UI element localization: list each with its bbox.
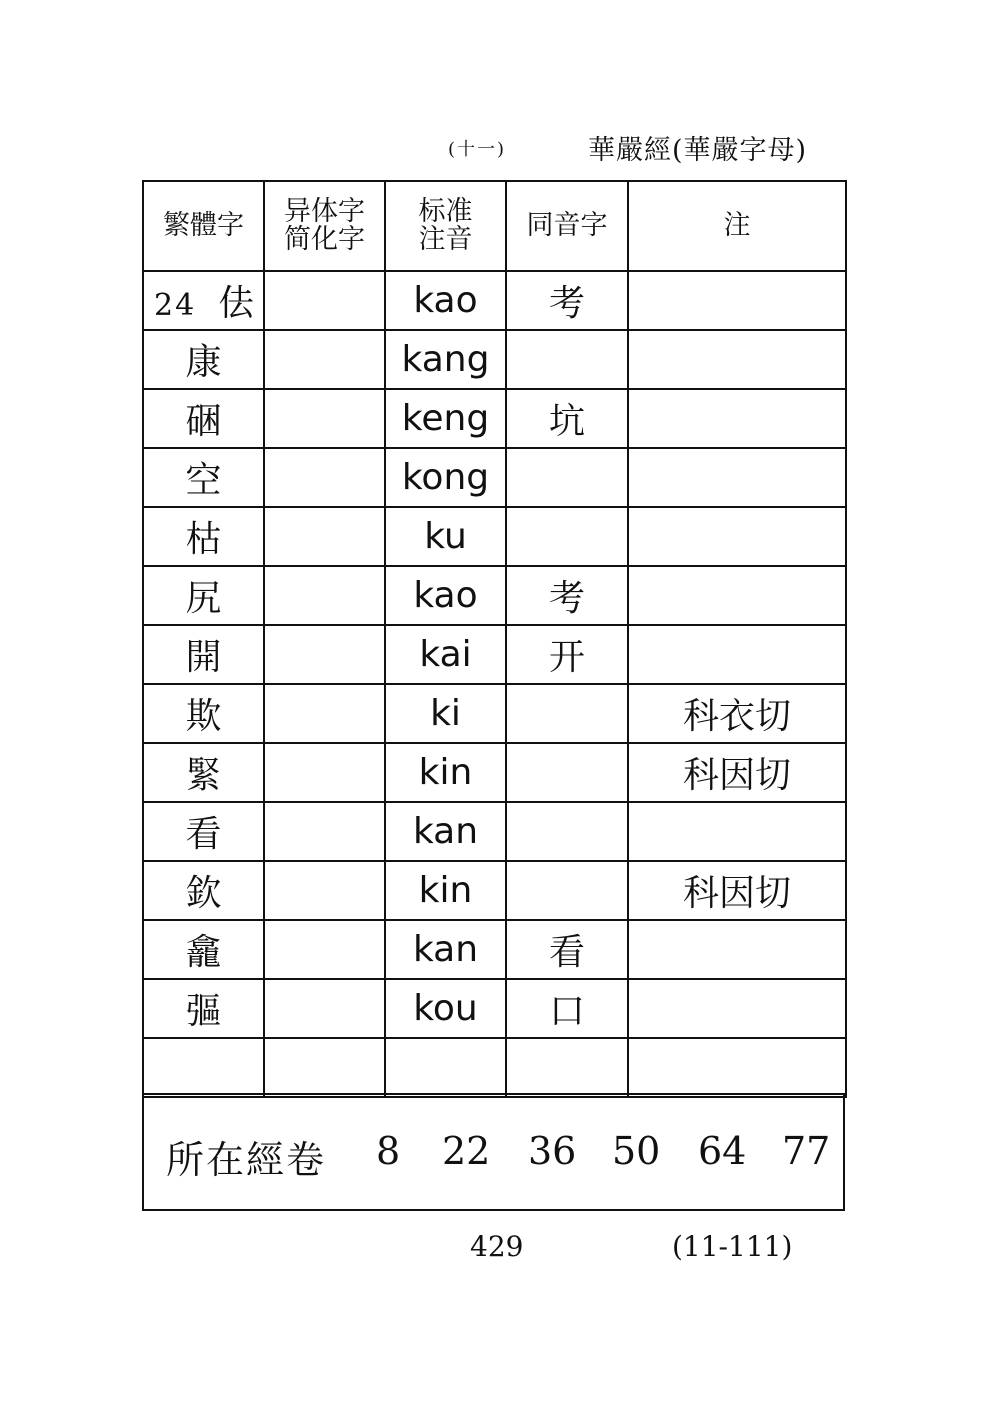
variant-char-cell [264, 684, 385, 743]
table-row [143, 507, 846, 566]
traditional-char-cell: 龕 [143, 920, 264, 979]
col-standard-pinyin: 标准 注音 [385, 181, 506, 271]
traditional-char-cell [143, 1038, 264, 1097]
variant-char-cell [264, 1038, 385, 1097]
note-cell: 科因切 [628, 743, 846, 802]
table-row [143, 625, 846, 684]
homophone-cell: 口 [506, 979, 628, 1038]
traditional-char-cell: 尻 [143, 566, 264, 625]
table-row [143, 920, 846, 979]
page-header [448, 128, 858, 168]
pinyin-cell: keng [385, 389, 506, 448]
traditional-char-cell: 硱 [143, 389, 264, 448]
volume-number: 77 [782, 1129, 831, 1173]
note-cell [628, 566, 846, 625]
page-code: (11-111) [672, 1230, 793, 1263]
traditional-char-cell: 欺 [143, 684, 264, 743]
variant-char-cell [264, 861, 385, 920]
volume-number: 36 [528, 1129, 577, 1173]
pinyin-cell: kai [385, 625, 506, 684]
note-cell [628, 271, 846, 330]
homophone-cell [506, 330, 628, 389]
note-cell: 科因切 [628, 861, 846, 920]
homophone-cell: 开 [506, 625, 628, 684]
variant-char-cell [264, 979, 385, 1038]
homophone-cell [506, 802, 628, 861]
volume-number: 22 [442, 1129, 491, 1173]
note-cell [628, 389, 846, 448]
homophone-cell: 考 [506, 271, 628, 330]
variant-char-cell [264, 271, 385, 330]
traditional-char-cell: 24 佉 [143, 271, 264, 330]
homophone-cell: 考 [506, 566, 628, 625]
homophone-cell: 坑 [506, 389, 628, 448]
pinyin-cell: kin [385, 743, 506, 802]
table-row [143, 979, 846, 1038]
traditional-char-cell: 枯 [143, 507, 264, 566]
volumes-box [142, 1093, 845, 1211]
note-cell [628, 330, 846, 389]
table-row [143, 684, 846, 743]
homophone-cell [506, 743, 628, 802]
volume-number: 64 [698, 1129, 747, 1173]
table-row [143, 330, 846, 389]
pinyin-cell: ki [385, 684, 506, 743]
traditional-char-cell: 空 [143, 448, 264, 507]
variant-char-cell [264, 743, 385, 802]
pinyin-cell: kong [385, 448, 506, 507]
variant-char-cell [264, 389, 385, 448]
note-cell [628, 625, 846, 684]
note-cell [628, 979, 846, 1038]
pinyin-cell [385, 1038, 506, 1097]
homophone-cell [506, 448, 628, 507]
pinyin-cell: kan [385, 920, 506, 979]
traditional-char-cell: 開 [143, 625, 264, 684]
col-note: 注 [628, 181, 846, 271]
homophone-cell [506, 684, 628, 743]
variant-char-cell [264, 507, 385, 566]
note-cell [628, 1038, 846, 1097]
character-table [142, 180, 847, 1098]
volume-number: 8 [376, 1129, 401, 1173]
col-variant: 异体字 简化字 [264, 181, 385, 271]
table-row [143, 802, 846, 861]
col-traditional: 繁體字 [143, 181, 264, 271]
variant-char-cell [264, 566, 385, 625]
table-row [143, 566, 846, 625]
homophone-cell [506, 1038, 628, 1097]
volumes-label: 所在經卷 [166, 1138, 327, 1182]
homophone-cell [506, 861, 628, 920]
section-number: (十一) [448, 138, 507, 160]
note-cell [628, 920, 846, 979]
table-row [143, 1038, 846, 1097]
entry-number: 24 [154, 288, 197, 323]
note-cell [628, 802, 846, 861]
pinyin-cell: kao [385, 271, 506, 330]
note-cell [628, 507, 846, 566]
note-cell [628, 448, 846, 507]
variant-char-cell [264, 920, 385, 979]
pinyin-cell: kang [385, 330, 506, 389]
pinyin-cell: kou [385, 979, 506, 1038]
traditional-char-cell: 看 [143, 802, 264, 861]
table-row [143, 448, 846, 507]
section-title: 華嚴經(華嚴字母) [588, 135, 808, 166]
table-row [143, 743, 846, 802]
pinyin-cell: ku [385, 507, 506, 566]
variant-char-cell [264, 448, 385, 507]
traditional-char-cell: 緊 [143, 743, 264, 802]
table-row [143, 389, 846, 448]
pinyin-cell: kan [385, 802, 506, 861]
homophone-cell: 看 [506, 920, 628, 979]
variant-char-cell [264, 625, 385, 684]
pinyin-cell: kin [385, 861, 506, 920]
note-cell: 科衣切 [628, 684, 846, 743]
table-row [143, 861, 846, 920]
homophone-cell [506, 507, 628, 566]
variant-char-cell [264, 330, 385, 389]
traditional-char-cell: 康 [143, 330, 264, 389]
traditional-char-cell: 欽 [143, 861, 264, 920]
col-homophone: 同音字 [506, 181, 628, 271]
pinyin-cell: kao [385, 566, 506, 625]
traditional-char-cell: 彄 [143, 979, 264, 1038]
table-row [143, 271, 846, 330]
table-header-row [143, 181, 846, 271]
page-number: 429 [470, 1230, 524, 1263]
variant-char-cell [264, 802, 385, 861]
volume-number: 50 [612, 1129, 661, 1173]
